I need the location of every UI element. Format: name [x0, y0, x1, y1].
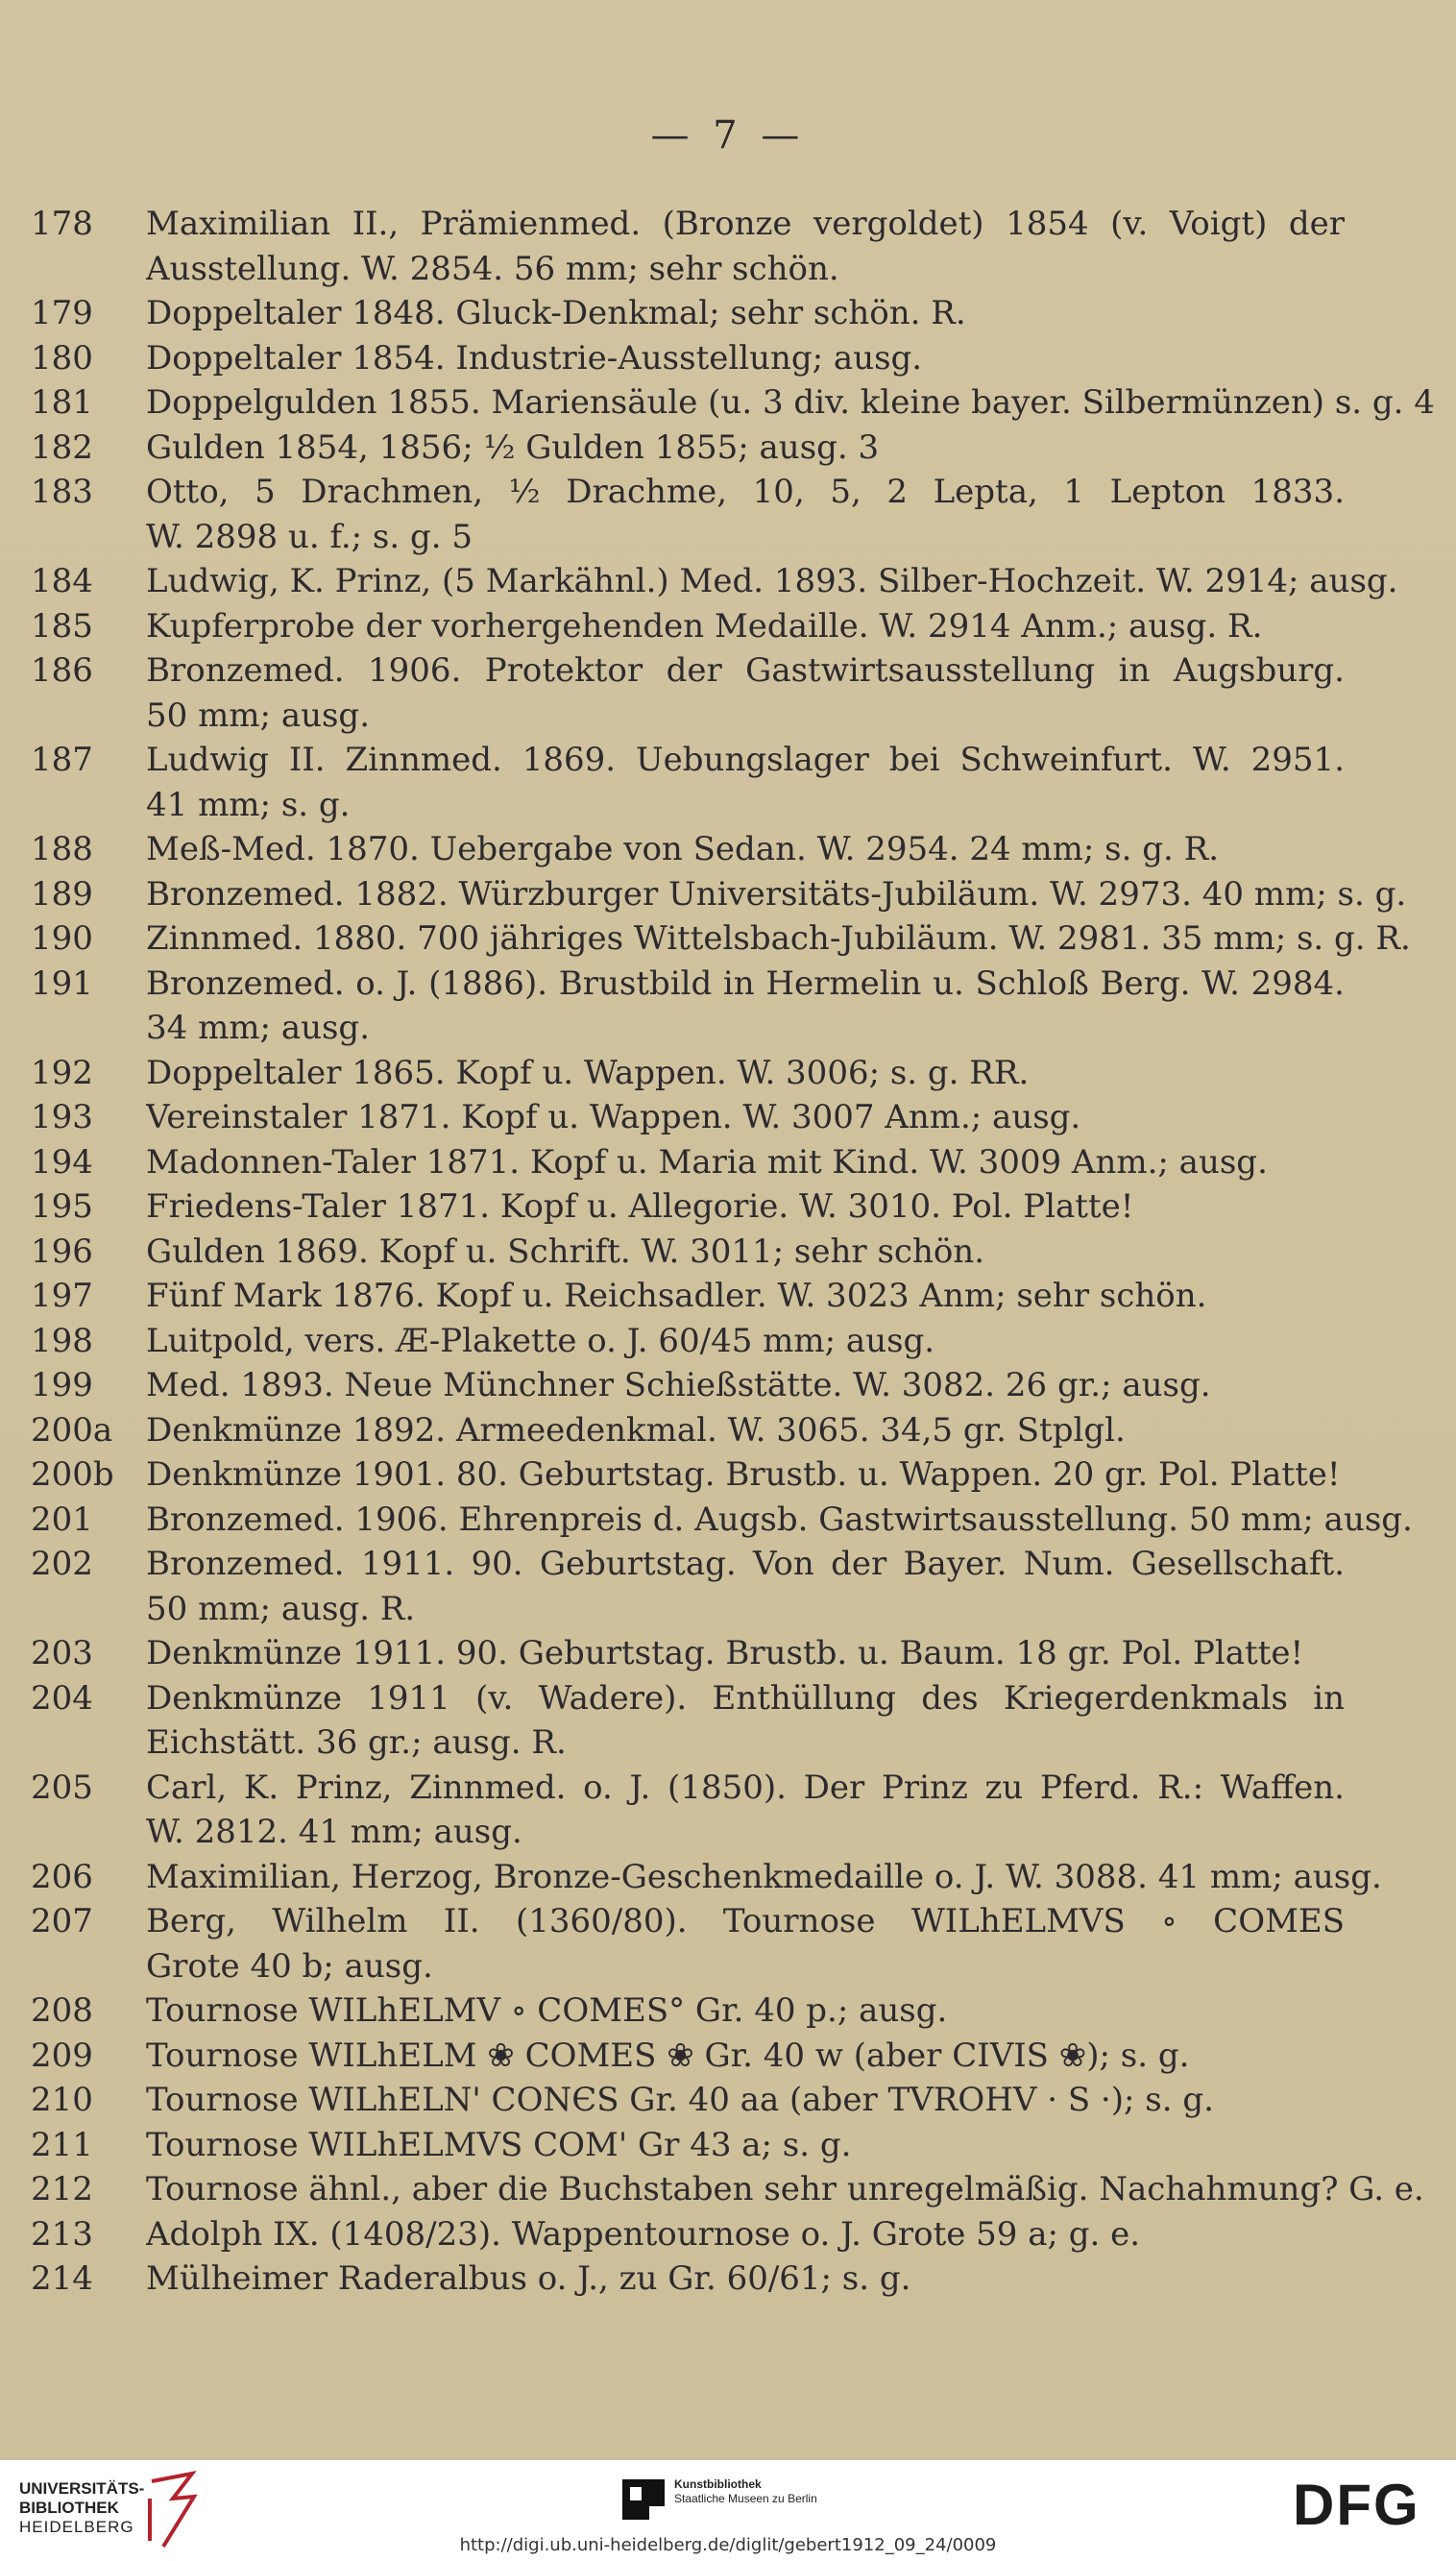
dfg-logo: DFG [1293, 2473, 1420, 2537]
entry-number: 184 [31, 562, 93, 600]
entry-number: 199 [31, 1366, 93, 1404]
entry-line: Bronzemed. 1906. Protektor der Gastwirtsausstellung in Augsburg. [146, 651, 1345, 690]
entry-line: Adolph IX. (1408/23). Wappentournose o. J. Grote 59 a; g. e. [146, 2214, 1141, 2254]
catalog-entry [29, 1676, 1345, 1766]
entry-line: Grote 40 b; ausg. [146, 1946, 433, 1986]
catalog-entry [29, 916, 1411, 962]
catalog-entry [29, 1631, 1345, 1676]
entry-number: 197 [31, 1277, 93, 1315]
entry-text [127, 1542, 1345, 1631]
entry-text [127, 827, 1345, 872]
entry-number: 201 [31, 1500, 93, 1539]
entry-text [127, 872, 1406, 917]
entry-text [127, 1855, 1382, 1900]
entry-text [127, 1363, 1345, 1408]
entry-number: 181 [31, 383, 93, 422]
entry-line: Bronzemed. o. J. (1886). Brustbild in Hermelin u. Schloß Berg. W. 2984. [146, 963, 1345, 1003]
catalog-entry [29, 336, 1345, 381]
entry-number: 202 [31, 1545, 93, 1583]
entry-text [127, 291, 1345, 336]
catalog-entry [29, 1988, 1345, 2034]
entry-number: 210 [31, 2081, 93, 2119]
entry-number: 204 [31, 1678, 93, 1718]
entry-number: 189 [31, 874, 93, 914]
catalog-entry [29, 2034, 1345, 2079]
entry-line: Maximilian, Herzog, Bronze-Geschenkmedaille o. J. W. 3088. 41 mm; ausg. [146, 1857, 1382, 1896]
entry-text [127, 916, 1411, 962]
entry-text [127, 1274, 1345, 1319]
entry-text [127, 1766, 1345, 1855]
entry-line: Berg, Wilhelm II. (1360/80). Tournose WILhELMVS ∘ COMES [146, 1902, 1345, 1940]
entry-text [127, 1051, 1345, 1096]
entry-text [127, 2123, 1345, 2168]
entry-text [127, 2167, 1424, 2212]
entry-number: 192 [31, 1053, 93, 1092]
entry-number: 180 [31, 338, 93, 378]
entry-line: W. 2898 u. f.; s. g. 5 [146, 517, 473, 556]
entry-line: Tournose WILhELMV ∘ COMES° Gr. 40 p.; ausg. [146, 1991, 948, 2030]
catalog-entry [29, 291, 1345, 336]
catalog-entry [29, 1452, 1345, 1498]
entry-line: Doppeltaler 1848. Gluck-Denkmal; sehr schön. R. [146, 294, 966, 332]
entry-text [127, 1452, 1345, 1498]
catalog-entry [29, 1408, 1345, 1453]
kunstbibliothek-logo-icon [620, 2477, 667, 2522]
entry-text [127, 1988, 1345, 2034]
entry-line: Gulden 1854, 1856; ½ Gulden 1855; ausg. 3 [146, 427, 880, 467]
entry-line: W. 2812. 41 mm; ausg. [146, 1813, 522, 1851]
entry-text [127, 1899, 1345, 1988]
entry-number: 198 [31, 1321, 93, 1360]
catalog-entry [29, 1230, 1345, 1275]
catalog-entry [29, 380, 1435, 426]
entry-number: 205 [31, 1768, 93, 1807]
ub-line-1: UNIVERSITÄTS- [19, 2479, 145, 2498]
kb-line-2: Staatliche Museen zu Berlin [674, 2492, 817, 2505]
entry-line: Mülheimer Raderalbus o. J., zu Gr. 60/61; s. g. [146, 2259, 911, 2298]
entry-line: Luitpold, vers. Æ-Plakette o. J. 60/45 mm; ausg. [146, 1321, 935, 1360]
catalog-entry [29, 1498, 1413, 1543]
entry-text [127, 380, 1435, 426]
entry-line: Gulden 1869. Kopf u. Schrift. W. 3011; sehr schön. [146, 1232, 985, 1271]
entry-number: 185 [31, 606, 93, 646]
entry-line: Madonnen-Taler 1871. Kopf u. Maria mit Kind. W. 3009 Anm.; ausg. [146, 1142, 1268, 1182]
entry-line: 50 mm; ausg. [146, 695, 371, 735]
entry-line: Tournose WILhELN' CONЄS Gr. 40 aa (aber TVROHV · S ·); s. g. [146, 2081, 1214, 2119]
catalog-entry [29, 1542, 1345, 1631]
entry-line: Med. 1893. Neue Münchner Schießstätte. W. 3082. 26 gr.; ausg. [146, 1366, 1211, 1404]
entry-text [127, 604, 1345, 649]
entry-line: Denkmünze 1911. 90. Geburtstag. Brustb. u. Baum. 18 gr. Pol. Platte! [146, 1634, 1304, 1672]
entry-number: 212 [31, 2170, 93, 2208]
kb-line-1: Kunstbibliothek [674, 2477, 762, 2491]
entry-line: Bronzemed. 1911. 90. Geburtstag. Von der Bayer. Num. Gesellschaft. [146, 1545, 1345, 1583]
entry-text [127, 1408, 1345, 1453]
catalog-entry [29, 2078, 1345, 2123]
entry-line: Otto, 5 Drachmen, ½ Drachme, 10, 5, 2 Lepta, 1 Lepton 1833. [146, 473, 1345, 511]
entry-number: 211 [31, 2125, 93, 2164]
entry-line: Bronzemed. 1882. Würzburger Universitäts-Jubiläum. W. 2973. 40 mm; s. g. [146, 874, 1407, 914]
entry-number: 213 [31, 2214, 93, 2254]
entry-text [127, 1095, 1345, 1140]
entry-number: 178 [31, 205, 93, 243]
entry-text [127, 2078, 1345, 2123]
entry-number: 203 [31, 1634, 93, 1672]
entry-text [127, 336, 1345, 381]
entry-number: 206 [31, 1857, 93, 1896]
entry-number: 191 [31, 963, 93, 1003]
entry-text [127, 559, 1397, 604]
entry-line: Meß-Med. 1870. Uebergabe von Sedan. W. 2954. 24 mm; s. g. R. [146, 830, 1220, 868]
catalog-entry [29, 1899, 1345, 1988]
entry-text [127, 426, 1345, 471]
catalog-entry [29, 559, 1398, 604]
entry-text [127, 962, 1345, 1051]
entry-number: 183 [31, 473, 93, 511]
entry-number: 193 [31, 1098, 93, 1136]
entry-line: Vereinstaler 1871. Kopf u. Wappen. W. 3007 Anm.; ausg. [146, 1098, 1081, 1136]
catalog-entry [29, 1051, 1345, 1096]
entry-text [127, 1230, 1345, 1275]
entry-line: Zinnmed. 1880. 700 jähriges Wittelsbach-Jubiläum. W. 2981. 35 mm; s. g. R. [146, 919, 1411, 958]
entry-line: Denkmünze 1911 (v. Wadere). Enthüllung des Kriegerdenkmals in [146, 1678, 1345, 1718]
entry-text [127, 1631, 1345, 1676]
catalog-entry [29, 1319, 1345, 1364]
entry-line: Doppelgulden 1855. Mariensäule (u. 3 div. kleine bayer. Silbermünzen) s. g. 4 [146, 383, 1435, 422]
entry-text [127, 1140, 1345, 1185]
catalog-entry [29, 1140, 1345, 1185]
entry-line: 50 mm; ausg. R. [146, 1589, 416, 1628]
entry-text [127, 1184, 1345, 1230]
entry-number: 209 [31, 2036, 93, 2075]
entry-text [127, 648, 1345, 738]
catalog-entry [29, 426, 1345, 471]
entry-line: Tournose WILhELMVS COM' Gr 43 a; s. g. [146, 2125, 852, 2164]
entry-number: 188 [31, 830, 93, 868]
entry-number: 196 [31, 1232, 93, 1271]
entry-line: 34 mm; ausg. [146, 1009, 371, 1047]
entry-line: Kupferprobe der vorhergehenden Medaille. W. 2914 Anm.; ausg. R. [146, 606, 1263, 646]
entry-text [127, 738, 1345, 827]
catalog-entry [29, 202, 1345, 291]
catalog-entry [29, 1855, 1382, 1900]
entry-text [127, 2034, 1345, 2079]
kunstbibliothek-label [674, 2477, 817, 2506]
entry-text [127, 202, 1345, 291]
ub-line-2: BIBLIOTHEK [19, 2499, 119, 2517]
page-url[interactable]: http://digi.ub.uni-heidelberg.de/diglit/gebert1912_09_24/0009 [459, 2535, 997, 2555]
catalog-entry [29, 2167, 1424, 2212]
entry-number: 208 [31, 1991, 93, 2030]
entry-line: Doppeltaler 1854. Industrie-Ausstellung; ausg. [146, 338, 923, 378]
entry-line: Denkmünze 1901. 80. Geburtstag. Brustb. u. Wappen. 20 gr. Pol. Platte! [146, 1455, 1341, 1494]
entry-number: 200a [31, 1410, 113, 1450]
entry-line: 41 mm; s. g. [146, 785, 351, 824]
entry-line: Eichstätt. 36 gr.; ausg. R. [146, 1723, 567, 1762]
entry-line: Bronzemed. 1906. Ehrenpreis d. Augsb. Gastwirtsausstellung. 50 mm; ausg. [146, 1500, 1413, 1539]
entry-text [127, 1498, 1413, 1543]
entry-line: Friedens-Taler 1871. Kopf u. Allegorie. W. 3010. Pol. Platte! [146, 1187, 1134, 1226]
catalog-entry [29, 604, 1345, 649]
catalog-entry [29, 827, 1345, 872]
footer-bar [0, 2459, 1456, 2561]
entry-number: 214 [31, 2259, 93, 2298]
entry-line: Carl, K. Prinz, Zinnmed. o. J. (1850). Der Prinz zu Pferd. R.: Waffen. [146, 1768, 1345, 1807]
catalog-entry [29, 2123, 1345, 2168]
catalog-entry [29, 1363, 1345, 1408]
entry-number: 194 [31, 1142, 93, 1182]
entry-line: Tournose WILhELM ❀ COMES ❀ Gr. 40 w (aber CIVIS ❀); s. g. [146, 2036, 1190, 2075]
entry-line: Ludwig II. Zinnmed. 1869. Uebungslager bei Schweinfurt. W. 2951. [146, 741, 1345, 779]
catalog-entries [29, 202, 1435, 2302]
entry-line: Ludwig, K. Prinz, (5 Markähnl.) Med. 1893. Silber-Hochzeit. W. 2914; ausg. [146, 562, 1398, 600]
entry-text [127, 1319, 1345, 1364]
entry-text [127, 2256, 1345, 2302]
catalog-entry [29, 738, 1345, 827]
catalog-entry [29, 1184, 1345, 1230]
catalog-entry [29, 2256, 1345, 2302]
ub-line-3: HEIDELBERG [19, 2518, 134, 2536]
catalog-entry [29, 872, 1407, 917]
entry-line: Tournose ähnl., aber die Buchstaben sehr unregelmäßig. Nachahmung? G. e. [146, 2170, 1424, 2208]
catalog-entry [29, 1766, 1345, 1855]
entry-text [127, 470, 1345, 559]
entry-line: Maximilian II., Prämienmed. (Bronze vergoldet) 1854 (v. Voigt) der [146, 205, 1345, 243]
entry-line: Ausstellung. W. 2854. 56 mm; sehr schön. [146, 249, 839, 288]
entry-number: 200b [31, 1455, 114, 1494]
entry-text [127, 1676, 1345, 1766]
catalog-entry [29, 962, 1345, 1051]
catalog-entry [29, 1095, 1345, 1140]
entry-number: 195 [31, 1187, 93, 1226]
entry-number: 187 [31, 741, 93, 779]
page-number: — 7 — [650, 113, 806, 158]
entry-line: Fünf Mark 1876. Kopf u. Reichsadler. W. 3023 Anm; sehr schön. [146, 1277, 1207, 1315]
catalog-entry [29, 470, 1345, 559]
entry-number: 182 [31, 427, 93, 467]
entry-number: 207 [31, 1902, 93, 1940]
entry-number: 179 [31, 294, 93, 332]
ub-heidelberg-label [19, 2479, 144, 2537]
entry-text [127, 2212, 1345, 2257]
catalog-entry [29, 1274, 1345, 1319]
entry-line: Doppeltaler 1865. Kopf u. Wappen. W. 3006; s. g. RR. [146, 1053, 1030, 1092]
catalog-entry [29, 648, 1345, 738]
catalog-entry [29, 2212, 1345, 2257]
entry-line: Denkmünze 1892. Armeedenkmal. W. 3065. 34,5 gr. Stplgl. [146, 1410, 1126, 1450]
entry-number: 186 [31, 651, 93, 690]
entry-number: 190 [31, 919, 93, 958]
